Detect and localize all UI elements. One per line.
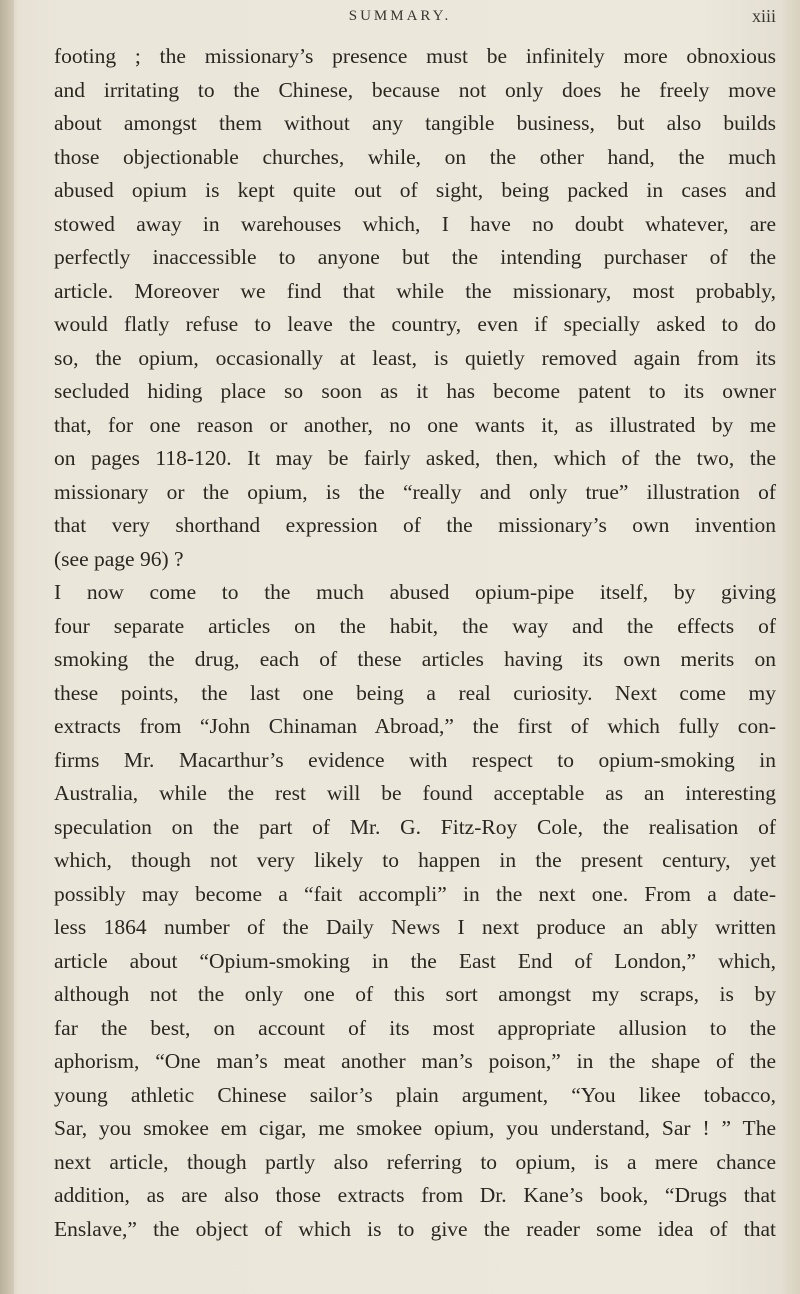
text-line: perfectly inaccessible to anyone but the intending purchaser of the <box>54 245 776 269</box>
text-line: article. Moreover we find that while the missionary, most probably, <box>54 278 776 303</box>
paragraph-end-line: (see page 96) ? <box>54 546 184 571</box>
page-number: xiii <box>751 6 776 26</box>
text-line: stowed away in warehouses which, I have no doubt whatever, are <box>54 211 776 236</box>
text-line: speculation on the part of Mr. G. Fitz-Roy Cole, the realisation of <box>54 814 776 839</box>
text-line: those objectionable churches, while, on the other hand, the much <box>54 144 776 169</box>
text-line: which, though not very likely to happen in the present century, yet <box>54 848 776 872</box>
text-line: smoking the drug, each of these articles having its own merits on <box>54 647 776 671</box>
text-line: article about “Opium-smoking in the East End of London,” which, <box>54 948 776 973</box>
text-line: although not the only one of this sort amongst my scraps, is by <box>54 982 776 1006</box>
text-line: and irritating to the Chinese, because not only does he freely move <box>54 77 776 102</box>
text-line: so, the opium, occasionally at least, is quietly removed again from its <box>54 345 776 370</box>
text-line: secluded hiding place so soon as it has become patent to its owner <box>54 379 776 403</box>
text-line: possibly may become a “fait accompli” in the next one. From a date- <box>54 881 776 906</box>
text-line: these points, the last one being a real curiosity. Next come my <box>54 680 776 705</box>
text-line: footing ; the missionary’s presence must be infinitely more obnoxious <box>54 44 776 68</box>
text-line: extracts from “John Chinaman Abroad,” the first of which fully con- <box>54 714 776 738</box>
text-line: addition, as are also those extracts from Dr. Kane’s book, “Drugs that <box>54 1183 776 1207</box>
text-line: Sar, you smokee em cigar, me smokee opium, you understand, Sar ! ” The <box>54 1116 776 1140</box>
text-line: far the best, on account of its most appropriate allusion to the <box>54 1015 776 1040</box>
text-line: abused opium is kept quite out of sight, being packed in cases and <box>54 178 776 202</box>
text-line: firms Mr. Macarthur’s evidence with respect to opium-smoking in <box>54 747 776 772</box>
text-line: Enslave,” the object of which is to give the reader some idea of that <box>54 1216 776 1241</box>
text-line: four separate articles on the habit, the way and the effects of <box>54 613 776 638</box>
text-line: on pages 118-120. It may be fairly asked, then, which of the two, the <box>54 446 776 470</box>
paragraph-start-line: I now come to the much abused opium-pipe itself, by giving <box>54 580 776 604</box>
body-text <box>54 40 776 1246</box>
text-line: that, for one reason or another, no one wants it, as illustrated by me <box>54 412 776 437</box>
text-line: that very shorthand expression of the missionary’s own invention <box>54 513 776 537</box>
page-gutter <box>0 0 14 1294</box>
text-line: Australia, while the rest will be found acceptable as an interesting <box>54 781 776 805</box>
text-line: next article, though partly also referring to opium, is a mere chance <box>54 1149 776 1174</box>
running-head: SUMMARY. <box>348 8 452 24</box>
text-line: would flatly refuse to leave the country, even if specially asked to do <box>54 312 776 336</box>
page-header <box>0 4 800 34</box>
text-line: less 1864 number of the Daily News I next produce an ably written <box>54 915 776 939</box>
text-line: young athletic Chinese sailor’s plain argument, “You likee tobacco, <box>54 1082 776 1107</box>
text-line: aphorism, “One man’s meat another man’s poison,” in the shape of the <box>54 1049 776 1073</box>
text-line: missionary or the opium, is the “really and only true” illustration of <box>54 479 776 504</box>
text-line: about amongst them without any tangible business, but also builds <box>54 111 776 135</box>
